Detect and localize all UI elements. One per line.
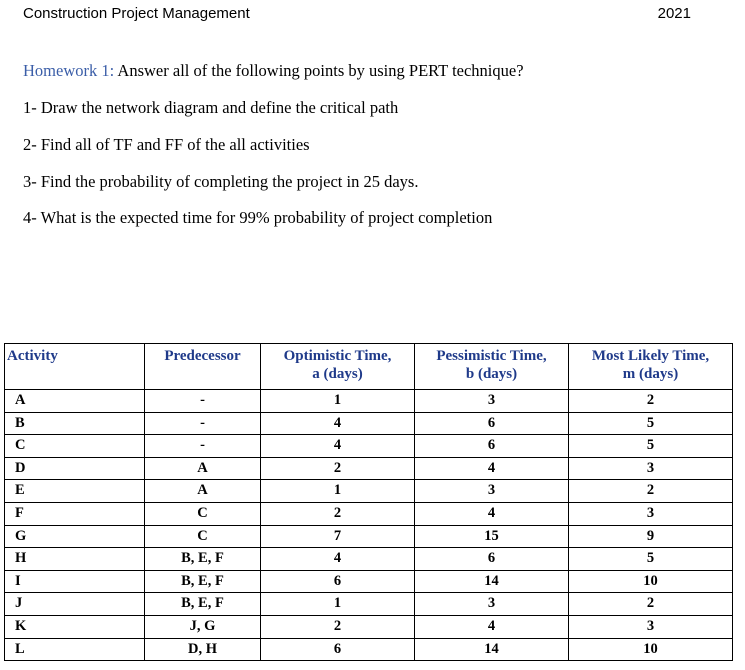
cell-predecessor: - — [145, 435, 261, 458]
cell-optimistic: 7 — [261, 525, 415, 548]
cell-optimistic: 2 — [261, 615, 415, 638]
cell-pessimistic: 6 — [415, 435, 569, 458]
table-row — [5, 615, 733, 638]
cell-pessimistic: 4 — [415, 615, 569, 638]
cell-activity: C — [5, 435, 145, 458]
cell-pessimistic: 4 — [415, 457, 569, 480]
table-row — [5, 593, 733, 616]
cell-optimistic: 1 — [261, 480, 415, 503]
table-row — [5, 502, 733, 525]
cell-predecessor: J, G — [145, 615, 261, 638]
cell-most-likely: 5 — [569, 548, 733, 571]
cell-optimistic: 4 — [261, 412, 415, 435]
table-row — [5, 412, 733, 435]
cell-pessimistic: 3 — [415, 480, 569, 503]
cell-pessimistic: 4 — [415, 502, 569, 525]
cell-predecessor: A — [145, 457, 261, 480]
course-title: Construction Project Management — [23, 5, 250, 22]
cell-activity: I — [5, 570, 145, 593]
cell-most-likely: 5 — [569, 412, 733, 435]
cell-predecessor: B, E, F — [145, 570, 261, 593]
cell-activity: L — [5, 638, 145, 661]
cell-optimistic: 6 — [261, 638, 415, 661]
table-row — [5, 525, 733, 548]
cell-most-likely: 2 — [569, 593, 733, 616]
cell-predecessor: C — [145, 525, 261, 548]
cell-most-likely: 3 — [569, 615, 733, 638]
cell-optimistic: 2 — [261, 502, 415, 525]
cell-pessimistic: 3 — [415, 593, 569, 616]
cell-pessimistic: 6 — [415, 548, 569, 571]
cell-optimistic: 4 — [261, 435, 415, 458]
homework-heading — [23, 62, 524, 80]
cell-optimistic: 1 — [261, 390, 415, 413]
homework-instruction: Answer all of the following points by using PERT technique? — [117, 61, 524, 80]
cell-pessimistic: 14 — [415, 638, 569, 661]
cell-optimistic: 1 — [261, 593, 415, 616]
header-activity: Activity — [5, 344, 145, 390]
cell-predecessor: B, E, F — [145, 548, 261, 571]
cell-activity: E — [5, 480, 145, 503]
cell-pessimistic: 14 — [415, 570, 569, 593]
cell-most-likely: 3 — [569, 457, 733, 480]
cell-most-likely: 2 — [569, 480, 733, 503]
question-4: 4- What is the expected time for 99% probability of project completion — [23, 208, 493, 227]
question-1: 1- Draw the network diagram and define the critical path — [23, 98, 399, 117]
question-2: 2- Find all of TF and FF of the all activities — [23, 135, 310, 154]
cell-optimistic: 6 — [261, 570, 415, 593]
cell-predecessor: D, H — [145, 638, 261, 661]
cell-predecessor: B, E, F — [145, 593, 261, 616]
cell-optimistic: 2 — [261, 457, 415, 480]
cell-activity: B — [5, 412, 145, 435]
table-row — [5, 390, 733, 413]
header-optimistic: Optimistic Time, a (days) — [261, 344, 415, 390]
header-most-likely: Most Likely Time, m (days) — [569, 344, 733, 390]
cell-activity: H — [5, 548, 145, 571]
pert-activity-table — [4, 343, 733, 661]
cell-predecessor: - — [145, 412, 261, 435]
table-row — [5, 435, 733, 458]
header-pessimistic: Pessimistic Time, b (days) — [415, 344, 569, 390]
table-row — [5, 548, 733, 571]
cell-most-likely: 9 — [569, 525, 733, 548]
table-row — [5, 480, 733, 503]
table-row — [5, 570, 733, 593]
header-predecessor: Predecessor — [145, 344, 261, 390]
cell-activity: G — [5, 525, 145, 548]
question-3: 3- Find the probability of completing the project in 25 days. — [23, 172, 419, 191]
cell-predecessor: C — [145, 502, 261, 525]
cell-pessimistic: 6 — [415, 412, 569, 435]
cell-activity: A — [5, 390, 145, 413]
cell-most-likely: 3 — [569, 502, 733, 525]
cell-activity: J — [5, 593, 145, 616]
table-header-row — [5, 344, 733, 390]
cell-optimistic: 4 — [261, 548, 415, 571]
cell-activity: K — [5, 615, 145, 638]
cell-most-likely: 5 — [569, 435, 733, 458]
table-row — [5, 457, 733, 480]
homework-label: Homework 1: — [23, 61, 115, 80]
cell-activity: D — [5, 457, 145, 480]
cell-activity: F — [5, 502, 145, 525]
cell-most-likely: 10 — [569, 570, 733, 593]
cell-pessimistic: 15 — [415, 525, 569, 548]
cell-predecessor: - — [145, 390, 261, 413]
cell-most-likely: 10 — [569, 638, 733, 661]
year-label: 2021 — [657, 5, 691, 22]
cell-predecessor: A — [145, 480, 261, 503]
cell-most-likely: 2 — [569, 390, 733, 413]
cell-pessimistic: 3 — [415, 390, 569, 413]
table-row — [5, 638, 733, 661]
